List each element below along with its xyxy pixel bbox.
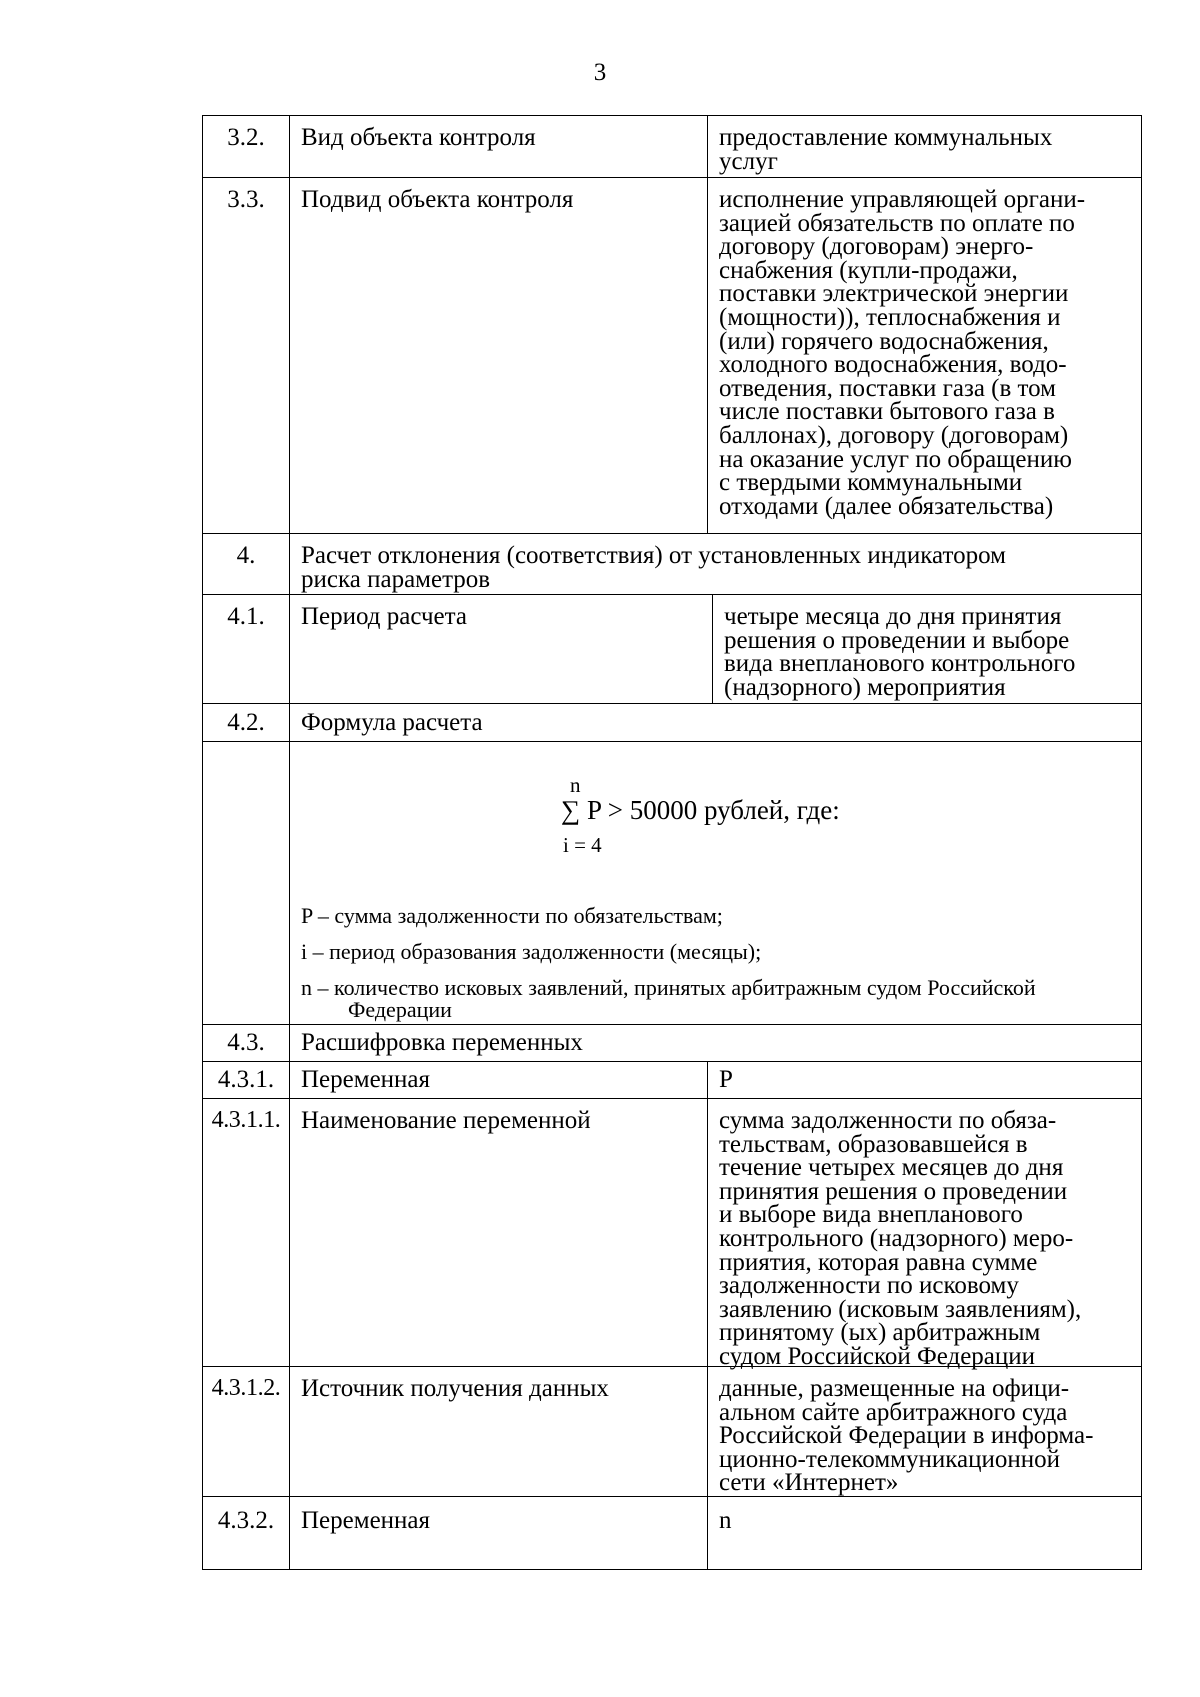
page-number: 3 (593, 59, 607, 86)
table-row-4-2 (202, 703, 1142, 741)
value-line: вида внепланового контрольного (724, 650, 1076, 678)
table-row-4 (202, 533, 1142, 594)
row-value (707, 116, 1141, 177)
formula-cell (289, 742, 1141, 1024)
sum-expression: ∑ P > 50000 рублей, где: (561, 795, 840, 825)
value-line: течение четырех месяцев до дня (719, 1154, 1064, 1182)
legend-item (301, 941, 1131, 963)
legend-symbol: n – (301, 975, 329, 1000)
row-value (712, 595, 1141, 703)
title-line: Расчет отклонения (соответствия) от установленных индикатором (301, 542, 1006, 569)
value-line: договору (договорам) энерго- (719, 233, 1034, 261)
value-line: четыре месяца до дня принятия (724, 603, 1062, 630)
value-line: отведения, поставки газа (в том (719, 374, 1056, 402)
sum-lower-limit: i = 4 (563, 833, 602, 857)
table-row-4-1 (202, 594, 1142, 703)
value-line: (мощности)), теплоснабжения и (719, 303, 1061, 331)
value-line: и выборе вида внепланового (719, 1201, 1023, 1229)
row-number: 3.3. (227, 186, 265, 213)
legend-item (301, 977, 1131, 1021)
value-line: предоставление коммунальных (719, 124, 1053, 151)
row-number: 4.3.2. (217, 1507, 275, 1534)
legend-continuation: Федерации (348, 997, 452, 1022)
row-number: 4. (236, 542, 256, 569)
table-row-3-3 (202, 177, 1142, 533)
row-number: 4.3. (227, 1029, 265, 1056)
row-title (289, 534, 1141, 594)
value-line: зацией обязательств по оплате по (719, 209, 1075, 237)
row-value (707, 178, 1141, 533)
legend-item (301, 905, 1131, 927)
table-row-formula (202, 741, 1142, 1024)
value-line: холодного водоснабжения, водо- (719, 351, 1067, 379)
value-line: Российской Федерации в информа- (719, 1422, 1094, 1450)
value-line: (или) горячего водоснабжения, (719, 327, 1049, 355)
value-line: контрольного (надзорного) меро- (719, 1224, 1074, 1252)
row-number-empty (203, 742, 289, 1024)
sum-upper-limit: n (570, 773, 581, 797)
row-name: Переменная (289, 1062, 707, 1098)
value-line: заявлению (исковым заявлениям), (719, 1295, 1082, 1323)
value-line: ционно-телекоммуникационной (719, 1445, 1060, 1473)
row-value: P (707, 1062, 1141, 1098)
title-line: риска параметров (301, 565, 491, 593)
row-name: Подвид объекта контроля (289, 178, 707, 533)
value-line: отходами (далее обязательства) (719, 492, 1054, 520)
table-row-3-2 (202, 115, 1142, 177)
value-line: услуг (719, 147, 778, 175)
row-number: 4.1. (227, 603, 265, 630)
value-line: исполнение управляющей органи- (719, 186, 1086, 213)
value-line: задолженности по исковому (719, 1272, 1019, 1300)
value-line: (надзорного) мероприятия (724, 673, 1006, 701)
value-line: числе поставки бытового газа в (719, 398, 1055, 426)
table-row-4-3-1-2 (202, 1366, 1142, 1496)
value-line: снабжения (купли-продажи, (719, 256, 1018, 284)
row-name: Период расчета (289, 595, 707, 703)
value-line: судом Российской Федерации (719, 1342, 1036, 1370)
value-line: тельствам, образовавшейся в (719, 1130, 1028, 1158)
legend-text: количество исковых заявлений, принятых арбитражным судом Российской (334, 975, 1036, 1000)
value-line: сети «Интернет» (719, 1469, 899, 1497)
row-number: 4.3.1.1. (211, 1107, 281, 1133)
legend-text: сумма задолженности по обязательствам; (334, 903, 723, 928)
row-name: Переменная (289, 1497, 707, 1569)
value-line: с твердыми коммунальными (719, 469, 1023, 497)
value-line: решения о проведении и выборе (724, 626, 1070, 654)
row-value: n (707, 1497, 1141, 1569)
row-value (707, 1099, 1141, 1370)
legend-text: период образования задолженности (месяцы); (329, 939, 762, 964)
value-line: сумма задолженности по обяза- (719, 1107, 1057, 1134)
value-line: поставки электрической энергии (719, 280, 1069, 308)
legend-symbol: P – (301, 903, 329, 928)
formula (290, 742, 1141, 912)
row-name: Наименование переменной (289, 1099, 707, 1366)
value-line: приятия, которая равна сумме (719, 1248, 1038, 1276)
table-row-4-3-1-1 (202, 1098, 1142, 1370)
table-row-4-3-2 (202, 1496, 1142, 1570)
value-line: принятому (ых) арбитражным (719, 1319, 1041, 1347)
row-name: Формула расчета (289, 704, 1141, 741)
row-number: 4.3.1. (217, 1066, 275, 1093)
value-line: баллонах), договору (договорам) (719, 421, 1069, 449)
row-name: Вид объекта контроля (289, 116, 707, 177)
row-number: 4.2. (227, 709, 265, 736)
row-name: Источник получения данных (289, 1367, 707, 1496)
value-line: альном сайте арбитражного суда (719, 1398, 1068, 1426)
value-line: принятия решения о проведении (719, 1177, 1068, 1205)
value-line: на оказание услуг по обращению (719, 445, 1072, 473)
value-line: данные, размещенные на офици- (719, 1375, 1070, 1402)
table-row-4-3 (202, 1024, 1142, 1061)
row-number: 3.2. (227, 124, 265, 151)
row-name: Расшифровка переменных (289, 1025, 1141, 1061)
row-value (707, 1367, 1141, 1496)
table-row-4-3-1 (202, 1061, 1142, 1098)
row-number: 4.3.1.2. (211, 1375, 281, 1401)
legend-symbol: i – (301, 939, 324, 964)
